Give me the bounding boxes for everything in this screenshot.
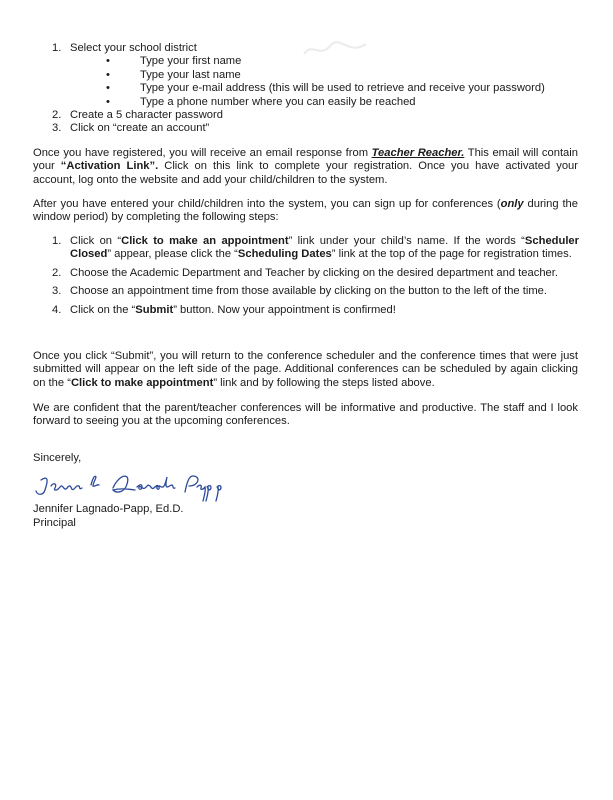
- signature-scribble: [33, 470, 238, 504]
- handwritten-signature: [33, 470, 238, 504]
- registration-step-text: Create a 5 character password: [70, 109, 223, 122]
- teacher-reacher-link: Teacher Reacher.: [371, 147, 465, 159]
- registration-step: 1. Select your school district • Type your first name • Type your last name • Type your e-mail address (this will be used to retrieve and receive your password) • Type a phone number where you can easily be reached: [52, 42, 545, 109]
- conference-step: 1. Click on “Click to make an appointment” link under your child’s name. If the words “Scheduler Closed” appear, please click the “Scheduling Dates” link at the top of the page for registration times.: [52, 235, 580, 261]
- paragraph-closing-remarks: We are confident that the parent/teacher conferences will be informative and productive. The staff and I look forward to seeing you at the upcoming conferences.: [33, 402, 578, 428]
- sub-step: • Type your last name: [122, 69, 545, 82]
- sub-steps: [70, 55, 545, 109]
- signer-title: Principal: [33, 517, 76, 529]
- registration-step: 3. Click on “create an account”: [52, 122, 210, 135]
- conference-steps: [52, 235, 579, 322]
- registration-step-text: Select your school district: [70, 42, 197, 54]
- registration-steps: [52, 42, 545, 136]
- signer-name: Jennifer Lagnado-Papp, Ed.D.: [33, 503, 184, 515]
- closing-salutation: Sincerely,: [33, 452, 82, 464]
- conference-step: 2. Choose the Academic Department and Teacher by clicking on the desired department and teacher.: [52, 266, 558, 279]
- registration-step: 2. Create a 5 character password: [52, 109, 223, 122]
- sub-step: • Type your e-mail address (this will be used to retrieve and receive your password): [122, 82, 545, 95]
- paragraph-registered: Once you have registered, you will receive an email response from Teacher Reacher. This email will contain your “Activation Link”. Click on this link to complete your registration. Once you have activated your account, log onto the website and add your child/children to the system.: [33, 147, 578, 186]
- paragraph-after-entering: After you have entered your child/children into the system, you can sign up for conferences (only during the window period) by completing the following steps:: [33, 198, 578, 224]
- sub-step: • Type your first name: [122, 55, 545, 68]
- paragraph-after-submit: Once you click “Submit”, you will return to the conference scheduler and the conference times that were just submitted will appear on the left side of the page. Additional conferences can be scheduled by again clicking on the “Click to make appointment” link and by following the steps listed above.: [33, 350, 578, 389]
- conference-step: 3. Choose an appointment time from those available by clicking on the button to the left of the time.: [52, 285, 547, 298]
- registration-step-text: Click on “create an account”: [70, 122, 210, 135]
- sub-step: • Type a phone number where you can easily be reached: [122, 96, 545, 109]
- conference-step: 4. Click on the “Submit” button. Now your appointment is confirmed!: [52, 303, 396, 316]
